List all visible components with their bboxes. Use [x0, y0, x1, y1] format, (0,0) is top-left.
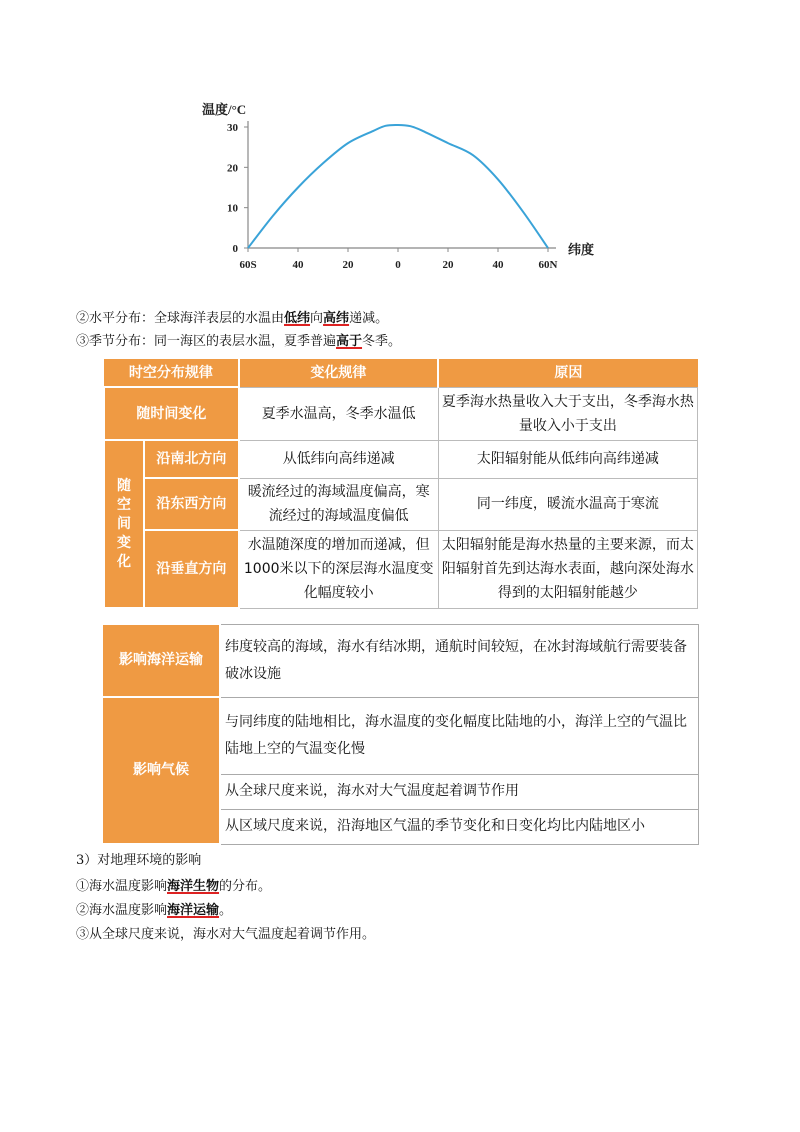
- table-cell: 与同纬度的陆地相比，海水温度的变化幅度比陆地的小，海洋上空的气温比陆地上空的气温变化慢: [220, 697, 699, 774]
- table-cell: 夏季水温高，冬季水温低: [239, 387, 438, 440]
- y-tick-label: 30: [227, 122, 238, 134]
- table-header: 变化规律: [239, 359, 438, 387]
- text-span: 。: [219, 903, 233, 918]
- x-tick-label: 60N: [538, 259, 558, 271]
- text-span: 冬季。: [362, 334, 402, 349]
- row-label: 沿东西方向: [144, 478, 239, 530]
- impact-item-3: ③从全球尺度来说，海水对大气温度起着调节作用。: [76, 927, 376, 942]
- row-label: 影响海洋运输: [102, 624, 220, 697]
- table-cell: 太阳辐射能是海水热量的主要来源，而太阳辐射首先到达海水表面，越向深处海水得到的太阳辐射能越少: [438, 530, 697, 608]
- sea-temperature-chart: [190, 92, 610, 278]
- distribution-table: [103, 359, 698, 609]
- row-label: 沿南北方向: [144, 440, 239, 478]
- emphasis-shipping: 海洋运输: [167, 903, 220, 918]
- table-cell: 太阳辐射能从低纬向高纬递减: [438, 440, 697, 478]
- x-tick-label: 20: [342, 259, 354, 271]
- y-tick-label: 10: [227, 202, 238, 215]
- emphasis-high-latitude: 高纬: [323, 311, 350, 326]
- y-axis-label: 温度/°C: [202, 102, 247, 117]
- row-label: 沿垂直方向: [144, 530, 239, 608]
- emphasis-low-latitude: 低纬: [284, 311, 311, 326]
- table-cell: 暖流经过的海域温度偏高，寒流经过的海域温度偏低: [239, 478, 438, 530]
- table-header: 原因: [438, 359, 697, 387]
- text-span: ③季节分布：同一海区的表层水温，夏季普遍: [76, 334, 337, 349]
- table-cell: 从全球尺度来说，海水对大气温度起着调节作用: [220, 774, 699, 809]
- impact-table: [101, 623, 699, 845]
- table-header: 时空分布规律: [104, 359, 239, 387]
- x-tick-label: 60S: [239, 259, 257, 271]
- section-heading: 3）对地理环境的影响: [76, 853, 202, 868]
- row-label: 随时间变化: [104, 387, 239, 440]
- x-tick-label: 20: [442, 259, 454, 271]
- group-label: 随空间变化: [104, 440, 144, 608]
- table-cell: 水温随深度的增加而递减，但1000米以下的深层海水温度变化幅度较小: [239, 530, 438, 608]
- row-label: 影响气候: [102, 697, 220, 844]
- x-tick-label: 0: [395, 259, 401, 271]
- y-tick-label: 0: [232, 243, 238, 255]
- horizontal-distribution-line: [76, 310, 388, 328]
- seasonal-distribution-line: [76, 333, 401, 351]
- text-span: 的分布。: [219, 879, 272, 894]
- text-span: 向: [310, 311, 324, 326]
- table-cell: 同一纬度，暖流水温高于寒流: [438, 478, 697, 530]
- text-span: ①海水温度影响: [76, 879, 168, 894]
- emphasis-marine-life: 海洋生物: [167, 879, 220, 894]
- x-tick-label: 40: [492, 259, 504, 271]
- impact-item-1: [76, 878, 271, 896]
- table-cell: 夏季海水热量收入大于支出，冬季海水热量收入小于支出: [438, 387, 697, 440]
- text-span: 递减。: [349, 311, 389, 326]
- text-span: ②海水温度影响: [76, 903, 168, 918]
- table-cell: 从低纬向高纬递减: [239, 440, 438, 478]
- y-tick-label: 20: [227, 162, 238, 175]
- table-cell: 纬度较高的海域，海水有结冰期，通航时间较短，在冰封海域航行需要装备破冰设施: [220, 624, 699, 697]
- emphasis-higher: 高于: [336, 334, 363, 349]
- chart-svg: [190, 92, 610, 278]
- table-cell: 从区域尺度来说，沿海地区气温的季节变化和日变化均比内陆地区小: [220, 809, 699, 844]
- x-axis-label: 纬度: [568, 242, 595, 257]
- temperature-curve: [248, 125, 548, 248]
- impact-item-2: [76, 902, 232, 920]
- x-tick-label: 40: [292, 259, 304, 271]
- text-span: ②水平分布：全球海洋表层的水温由: [76, 311, 285, 326]
